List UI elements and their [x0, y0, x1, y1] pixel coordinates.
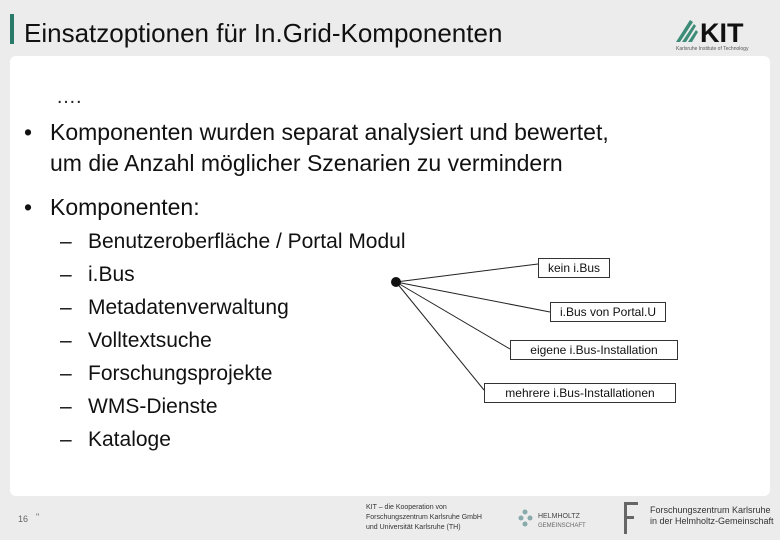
page-title: Einsatzoptionen für In.Grid-Komponenten — [24, 18, 503, 48]
dash-marker: – — [60, 362, 72, 385]
component-label: Metadatenverwaltung — [88, 296, 289, 319]
svg-text:KIT: KIT — [700, 18, 744, 48]
component-label: Volltextsuche — [88, 329, 212, 352]
component-label: Kataloge — [88, 428, 171, 451]
connector-line — [396, 282, 484, 390]
dash-marker: – — [60, 329, 72, 352]
option-box: eigene i.Bus-Installation — [510, 340, 678, 360]
option-box: mehrere i.Bus-Installationen — [484, 383, 676, 403]
connector-line — [396, 264, 538, 282]
dash-marker: – — [60, 230, 72, 253]
bullet-marker: • — [24, 119, 33, 145]
helmholtz-subtext: GEMEINSCHAFT — [538, 523, 586, 529]
bullet-text-line: um die Anzahl möglicher Szenarien zu vermindern — [50, 150, 563, 176]
dash-marker: – — [60, 428, 72, 451]
component-label: Forschungsprojekte — [88, 362, 273, 385]
option-box: i.Bus von Portal.U — [550, 302, 666, 322]
kit-cooperation-text: KIT – die Kooperation von Forschungszentrum Karlsruhe GmbH und Universität Karlsruhe (TH) — [366, 504, 482, 531]
dash-marker: – — [60, 395, 72, 418]
option-box: kein i.Bus — [538, 258, 610, 278]
connector-line — [396, 282, 550, 312]
component-label: WMS-Dienste — [88, 395, 218, 418]
connector-node — [391, 277, 401, 287]
svg-text:Karlsruhe Institute of Technol: Karlsruhe Institute of Technology — [676, 46, 749, 52]
helmholtz-text: HELMHOLTZ — [538, 513, 580, 520]
fzk-text: Forschungszentrum Karlsruhe in der Helmholtz-Gemeinschaft — [650, 505, 774, 526]
helmholtz-logo — [516, 502, 606, 536]
ellipsis-text: …. — [56, 86, 82, 108]
component-label: i.Bus — [88, 263, 135, 286]
bullet-text-line: Komponenten: — [50, 194, 200, 220]
dash-marker: – — [60, 296, 72, 319]
dash-marker: – — [60, 263, 72, 286]
page-marker: " — [36, 512, 40, 522]
bullet-text-line: Komponenten wurden separat analysiert und bewertet, — [50, 119, 609, 145]
fzk-logo — [618, 500, 648, 536]
bullet-marker: • — [24, 194, 33, 220]
connector-line — [396, 282, 510, 349]
page-number: 16 — [18, 514, 29, 524]
component-label: Benutzeroberfläche / Portal Modul — [88, 230, 406, 253]
